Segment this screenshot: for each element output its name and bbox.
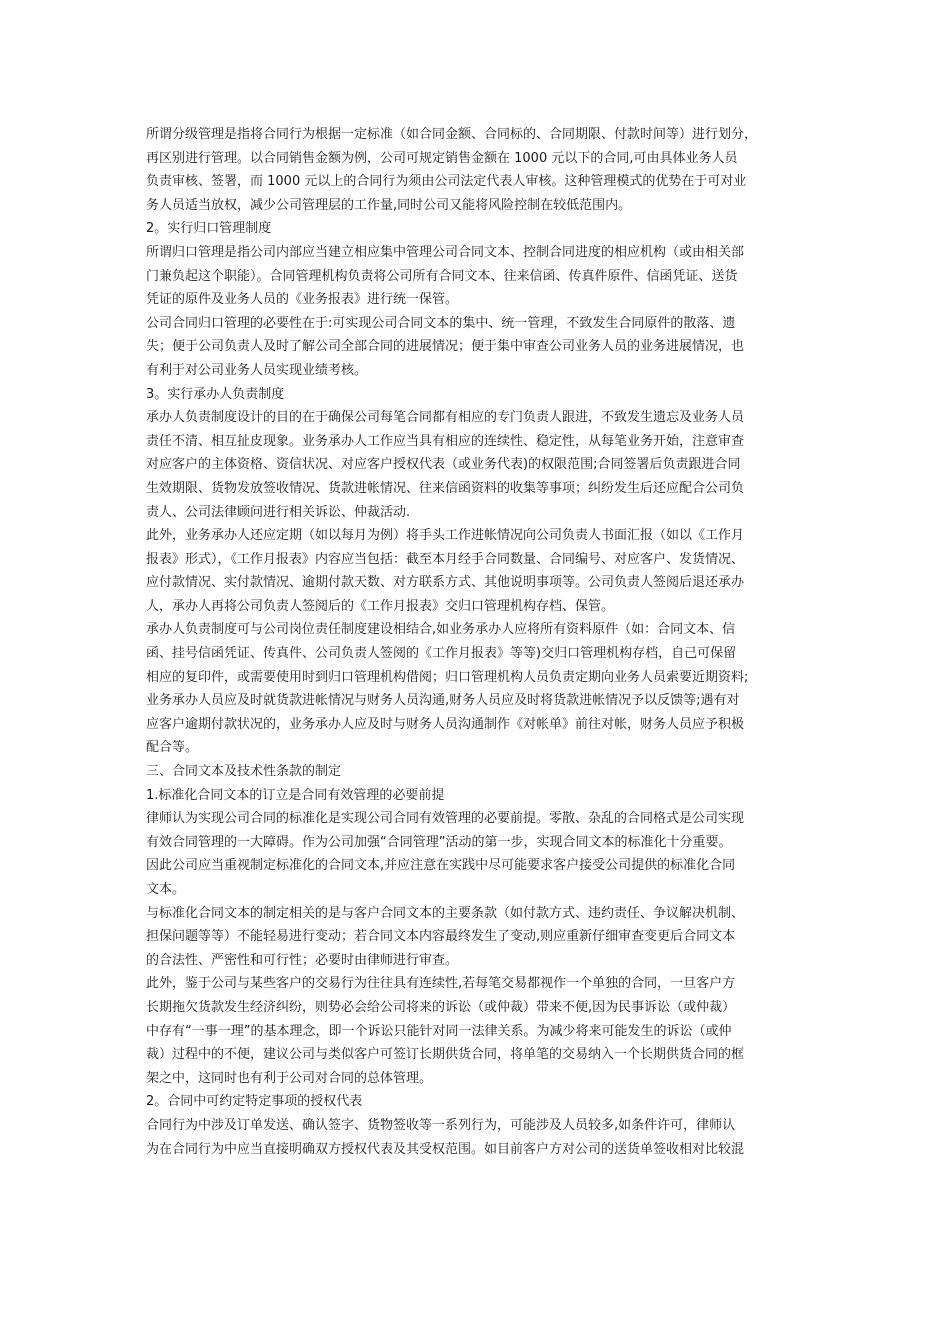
text-line: 的合法性、严密性和可行性；必要时由律师进行审查。 bbox=[146, 952, 459, 968]
text-line: 生效期限、货物发放签收情况、货款进帐情况、往来信函资料的收集等事项；纠纷发生后还应配合公司负 bbox=[146, 480, 745, 496]
text-line: 与标准化合同文本的制定相关的是与客户合同文本的主要条款（如付款方式、违约责任、争议解决机制、 bbox=[146, 905, 745, 921]
text-line: 凭证的原件及业务人员的《业务报表》进行统一保管。 bbox=[146, 292, 459, 308]
text-line: 函、挂号信函凭证、传真件、公司负责人签阅的《工作月报表》等等)交归口管理机构存档，自己可保留 bbox=[146, 646, 737, 662]
text-line: 合同行为中涉及订单发送、确认签字、货物签收等一系列行为，可能涉及人员较多,如条件许可，律师认 bbox=[146, 1117, 736, 1133]
text-line: 3。实行承办人负责制度 bbox=[146, 386, 285, 402]
text-line: 有效合同管理的一大障碍。作为公司加强“合同管理”活动的第一步，实现合同文本的标准化十分重要。 bbox=[146, 834, 732, 850]
text-line: 再区别进行管理。以合同销售金额为例，公司可规定销售金额在 1000 元以下的合同,可由具体业务人员 bbox=[146, 150, 738, 166]
text-line: 有利于对公司业务人员实现业绩考核。 bbox=[146, 362, 368, 378]
text-line: 2。实行归口管理制度 bbox=[146, 221, 272, 237]
text-line: 失；便于公司负责人及时了解公司全部合同的进展情况；便于集中审查公司业务人员的业务进展情况，也 bbox=[146, 339, 745, 355]
text-line: 责人、公司法律顾问进行相关诉讼、仲裁活动. bbox=[146, 504, 411, 520]
text-line: 三、合同文本及技术性条款的制定 bbox=[146, 764, 342, 780]
text-line: 此外，鉴于公司与某些客户的交易行为往往具有连续性,若每笔交易都视作一个单独的合同，一旦客户方 bbox=[146, 976, 736, 992]
text-line: 此外，业务承办人还应定期（如以每月为例）将手头工作进帐情况向公司负责人书面汇报（如以《工作月 bbox=[146, 528, 745, 544]
text-line: 人，承办人再将公司负责人签阅后的《工作月报表》交归口管理机构存档、保管。 bbox=[146, 598, 615, 614]
text-line: 应付款情况、实付款情况、逾期付款天数、对方联系方式、其他说明事项等。公司负责人签阅后退还承办 bbox=[146, 575, 745, 591]
text-line: 承办人负责制度可与公司岗位责任制度建设相结合,如业务承办人应将所有资料原件（如：合同文本、信 bbox=[146, 622, 736, 638]
text-line: 1.标准化合同文本的订立是合同有效管理的必要前提 bbox=[146, 787, 445, 803]
text-line: 所谓归口管理是指公司内部应当建立相应集中管理公司合同文本、控制合同进度的相应机构（或由相关部 bbox=[146, 244, 745, 260]
text-line: 公司合同归口管理的必要性在于:可实现公司合同文本的集中、统一管理，不致发生合同原件的散落、遗 bbox=[146, 315, 736, 331]
text-line: 中存有“一事一理”的基本理念，即一个诉讼只能针对同一法律关系。为减少将来可能发生的诉讼（或仲 bbox=[146, 1023, 732, 1039]
text-line: 因此公司应当重视制定标准化的合同文本,并应注意在实践中尽可能要求客户接受公司提供的标准化合同 bbox=[146, 858, 736, 874]
text-line: 承办人负责制度设计的目的在于确保公司每笔合同都有相应的专门负责人跟进，不致发生遗忘及业务人员 bbox=[146, 410, 745, 426]
text-line: 负责审核、签署，而 1000 元以上的合同行为须由公司法定代表人审核。这种管理模式的优势在于可对业 bbox=[146, 174, 747, 190]
text-line: 所谓分级管理是指将合同行为根据一定标准（如合同金额、合同标的、合同期限、付款时间等）进行划分， bbox=[146, 127, 758, 142]
document-body bbox=[146, 123, 816, 1161]
text-line: 为在合同行为中应当直接明确双方授权代表及其受权范围。如目前客户方对公司的送货单签收相对比较混 bbox=[146, 1141, 745, 1157]
text-line: 对应客户的主体资格、资信状况、对应客户授权代表（或业务代表)的权限范围;合同签署后负责跟进合同 bbox=[146, 457, 741, 473]
text-line: 应客户逾期付款状况的，业务承办人应及时与财务人员沟通制作《对帐单》前往对帐，财务人员应予积极 bbox=[146, 716, 745, 732]
text-line: 律师认为实现公司合同的标准化是实现公司合同有效管理的必要前提。零散、杂乱的合同格式是公司实现 bbox=[146, 811, 745, 827]
text-line: 责任不清、相互扯皮现象。业务承办人工作应当具有相应的连续性、稳定性，从每笔业务开始，注意审查 bbox=[146, 433, 745, 449]
text-line: 担保问题等等）不能轻易进行变动；若合同文本内容最终发生了变动,则应重新仔细审查变更后合同文本 bbox=[146, 929, 736, 945]
text-line: 业务承办人员应及时就货款进帐情况与财务人员沟通,财务人员应及时将货款进帐情况予以反馈等;遇有对 bbox=[146, 693, 740, 709]
text-line: 裁）过程中的不便，建议公司与类似客户可签订长期供货合同，将单笔的交易纳入一个长期供货合同的框 bbox=[146, 1047, 745, 1063]
text-line: 长期拖欠货款发生经济纠纷，则势必会给公司将来的诉讼（或仲裁）带来不便,因为民事诉讼（或仲裁） bbox=[146, 999, 736, 1015]
text-line: 相应的复印件，或需要使用时到归口管理机构借阅；归口管理机构人员负责定期向业务人员索要近期资料; bbox=[146, 669, 749, 685]
text-line: 架之中，这同时也有利于公司对合同的总体管理。 bbox=[146, 1070, 433, 1086]
text-line: 务人员适当放权，减少公司管理层的工作量,同时公司又能将风险控制在较低范围内。 bbox=[146, 197, 632, 213]
text-line: 配合等。 bbox=[146, 740, 199, 756]
text-line: 门兼负起这个职能）。合同管理机构负责将公司所有合同文本、往来信函、传真件原件、信函凭证、送货 bbox=[146, 268, 738, 284]
text-line: 报表》形式），《工作月报表》内容应当包括：截至本月经手合同数量、合同编号、对应客户、发货情况、 bbox=[146, 551, 745, 567]
text-line: 文本。 bbox=[146, 882, 186, 897]
text-line: 2。合同中可约定特定事项的授权代表 bbox=[146, 1094, 363, 1110]
